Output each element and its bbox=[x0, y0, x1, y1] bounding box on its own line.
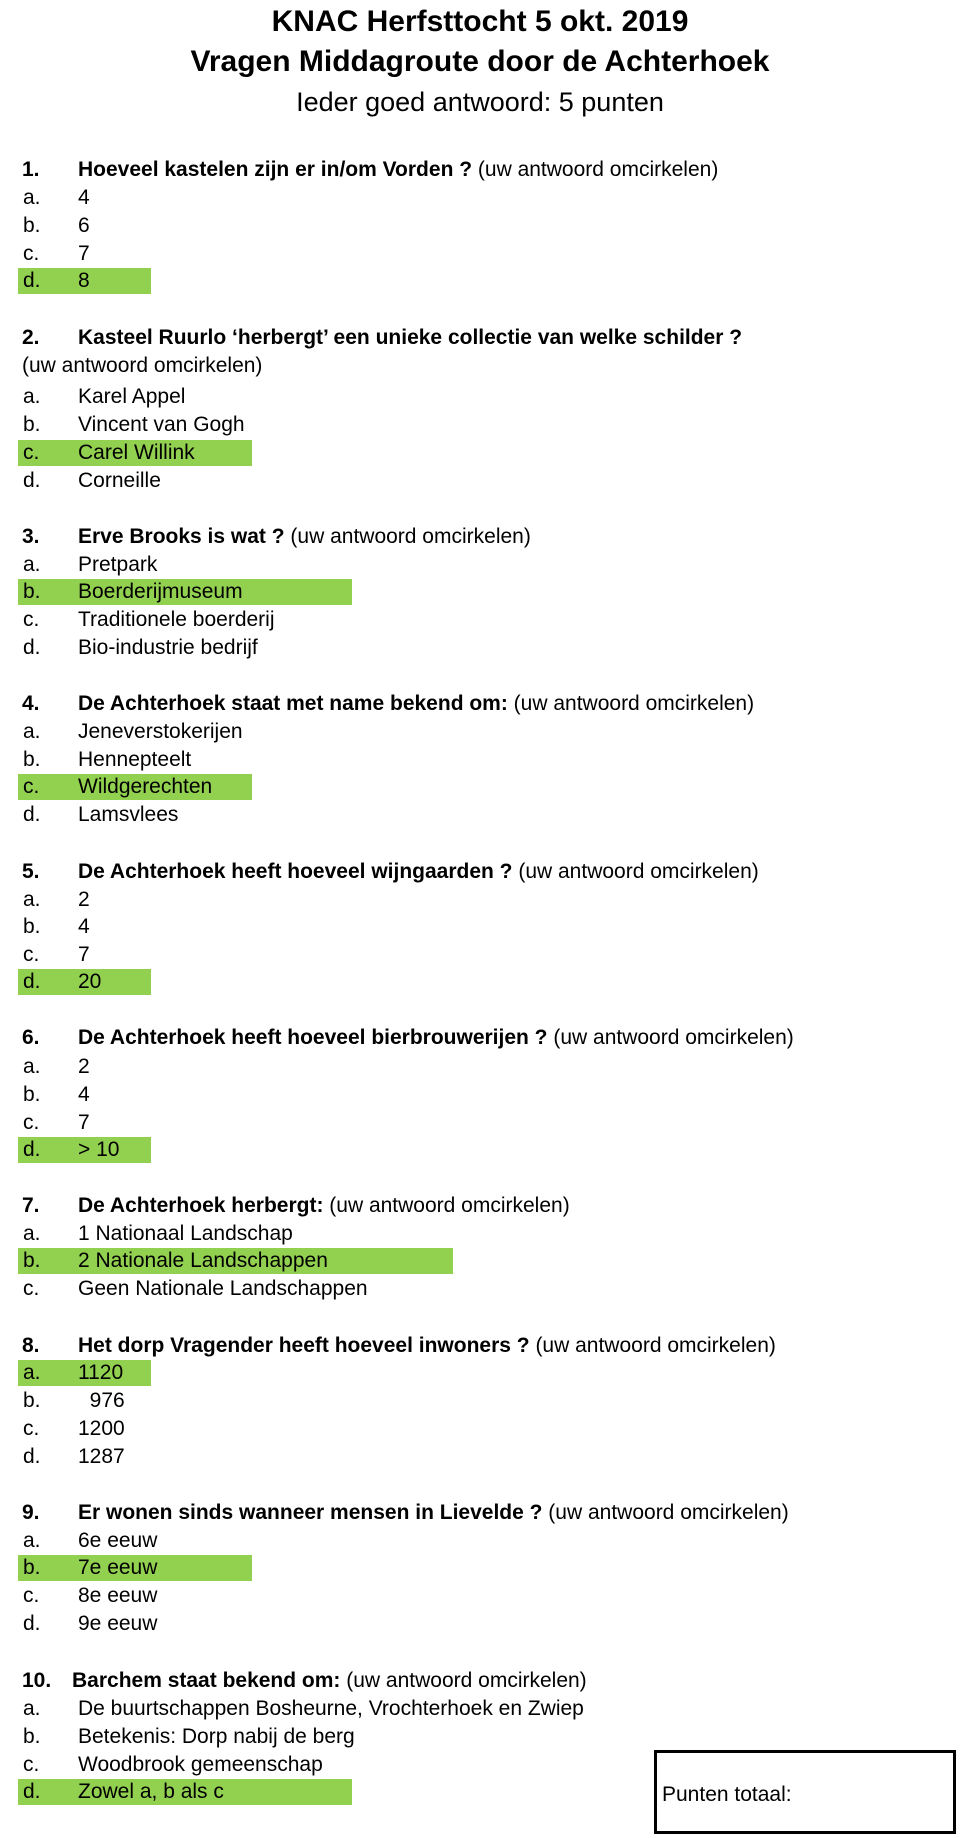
question-instruction: (uw antwoord omcirkelen) bbox=[472, 158, 719, 181]
option-text: Woodbrook gemeenschap bbox=[78, 1753, 323, 1776]
question-title: Erve Brooks is wat ? bbox=[78, 525, 285, 548]
option-letter: a. bbox=[23, 888, 41, 911]
option-letter: d. bbox=[23, 469, 41, 492]
option-letter: b. bbox=[23, 1556, 41, 1579]
option-letter: a. bbox=[23, 385, 41, 408]
option-letter: b. bbox=[23, 214, 41, 237]
option-text: Zowel a, b als c bbox=[78, 1780, 224, 1803]
option-letter: b. bbox=[23, 413, 41, 436]
option-text: Lamsvlees bbox=[78, 803, 179, 826]
points-total-box[interactable] bbox=[654, 1750, 956, 1834]
option-letter: b. bbox=[23, 1083, 41, 1106]
option-letter: d. bbox=[23, 269, 41, 292]
question-title: De Achterhoek heeft hoeveel wijngaarden ? bbox=[78, 860, 513, 883]
option-letter: c. bbox=[23, 943, 40, 966]
option-letter: b. bbox=[23, 748, 41, 771]
option-text: 7 bbox=[78, 242, 90, 265]
option-letter: a. bbox=[23, 720, 41, 743]
question-instruction: (uw antwoord omcirkelen) bbox=[542, 1501, 789, 1524]
question-number: 1. bbox=[22, 158, 40, 181]
option-text: 8e eeuw bbox=[78, 1584, 158, 1607]
question-title: Hoeveel kastelen zijn er in/om Vorden ? bbox=[78, 158, 473, 181]
option-text: Pretpark bbox=[78, 553, 158, 576]
question-instruction: (uw antwoord omcirkelen) bbox=[512, 860, 759, 883]
option-text: Geen Nationale Landschappen bbox=[78, 1277, 368, 1300]
question-text bbox=[22, 1193, 570, 1219]
question-title: Kasteel Ruurlo ‘herbergt’ een unieke collectie van welke schilder ? bbox=[78, 326, 743, 349]
question-text bbox=[22, 524, 531, 550]
option-text: 7e eeuw bbox=[78, 1556, 158, 1579]
option-text: 6e eeuw bbox=[78, 1529, 158, 1552]
option-letter: d. bbox=[23, 970, 41, 993]
option-text: Jeneverstokerijen bbox=[78, 720, 243, 743]
option-letter: a. bbox=[23, 186, 41, 209]
option-text: De buurtschappen Bosheurne, Vrochterhoek en Zwiep bbox=[78, 1697, 584, 1720]
option-text: 4 bbox=[78, 1083, 90, 1106]
question-text bbox=[22, 1668, 587, 1694]
question-number: 2. bbox=[22, 326, 40, 349]
option-text: 976 bbox=[78, 1389, 125, 1412]
question-title: De Achterhoek staat met name bekend om: bbox=[78, 692, 508, 715]
option-text: Traditionele boerderij bbox=[78, 608, 275, 631]
option-letter: a. bbox=[23, 1055, 41, 1078]
option-text: 7 bbox=[78, 1111, 90, 1134]
question-instruction-line: (uw antwoord omcirkelen) bbox=[22, 354, 263, 377]
option-letter: d. bbox=[23, 1780, 41, 1803]
points-total-label: Punten totaal: bbox=[662, 1783, 792, 1806]
option-letter: a. bbox=[23, 1361, 41, 1384]
option-letter: a. bbox=[23, 1697, 41, 1720]
option-text: Betekenis: Dorp nabij de berg bbox=[78, 1725, 355, 1748]
option-letter: c. bbox=[23, 775, 40, 798]
option-text: 2 bbox=[78, 1055, 90, 1078]
option-letter: c. bbox=[23, 608, 40, 631]
question-text bbox=[22, 1025, 794, 1051]
option-text: 1 Nationaal Landschap bbox=[78, 1222, 293, 1245]
question-instruction: (uw antwoord omcirkelen) bbox=[323, 1194, 570, 1217]
option-text: 4 bbox=[78, 915, 90, 938]
option-text: Hennepteelt bbox=[78, 748, 192, 771]
option-text: Corneille bbox=[78, 469, 161, 492]
option-text: Vincent van Gogh bbox=[78, 413, 245, 436]
option-letter: d. bbox=[23, 803, 41, 826]
question-text bbox=[22, 1500, 789, 1526]
option-letter: c. bbox=[23, 1111, 40, 1134]
option-letter: a. bbox=[23, 1222, 41, 1245]
question-text bbox=[22, 1333, 776, 1359]
question-instruction: (uw antwoord omcirkelen) bbox=[507, 692, 755, 715]
option-b-correct[interactable] bbox=[18, 1555, 252, 1581]
question-instruction: (uw antwoord omcirkelen) bbox=[340, 1669, 587, 1692]
option-text: Carel Willink bbox=[78, 441, 195, 464]
option-text: 1200 bbox=[78, 1417, 125, 1440]
question-number: 9. bbox=[22, 1501, 40, 1524]
option-letter: a. bbox=[23, 553, 41, 576]
option-letter: b. bbox=[23, 1249, 41, 1272]
option-text: > 10 bbox=[78, 1138, 120, 1161]
page-subtitle: Vragen Middagroute door de Achterhoek bbox=[190, 45, 770, 78]
option-text: 2 Nationale Landschappen bbox=[78, 1249, 328, 1272]
question-title: Barchem staat bekend om: bbox=[72, 1669, 341, 1692]
scoring-note: Ieder goed antwoord: 5 punten bbox=[296, 87, 664, 117]
option-text: 9e eeuw bbox=[78, 1612, 158, 1635]
option-text: 4 bbox=[78, 186, 90, 209]
question-text bbox=[22, 859, 759, 885]
question-number: 5. bbox=[22, 860, 40, 883]
option-b-correct[interactable] bbox=[18, 579, 352, 605]
option-letter: b. bbox=[23, 915, 41, 938]
option-d-correct[interactable] bbox=[18, 1137, 151, 1163]
question-title: De Achterhoek heeft hoeveel bierbrouwerijen ? bbox=[78, 1026, 548, 1049]
option-text: Wildgerechten bbox=[78, 775, 213, 798]
page-title: KNAC Herfsttocht 5 okt. 2019 bbox=[271, 5, 689, 38]
option-d-correct[interactable] bbox=[18, 268, 151, 294]
question-number: 10. bbox=[22, 1669, 52, 1692]
question-number: 3. bbox=[22, 525, 40, 548]
option-letter: b. bbox=[23, 580, 41, 603]
option-text: Bio-industrie bedrijf bbox=[78, 636, 258, 659]
option-letter: c. bbox=[23, 441, 40, 464]
question-number: 8. bbox=[22, 1334, 40, 1357]
option-text: Karel Appel bbox=[78, 385, 186, 408]
option-letter: c. bbox=[23, 1584, 40, 1607]
option-letter: d. bbox=[23, 636, 41, 659]
option-text: 8 bbox=[78, 269, 90, 292]
option-a-correct[interactable] bbox=[18, 1360, 151, 1386]
option-letter: b. bbox=[23, 1389, 41, 1412]
question-text bbox=[22, 691, 754, 717]
question-text bbox=[22, 325, 742, 351]
option-text: 20 bbox=[78, 970, 102, 993]
option-c-correct[interactable] bbox=[18, 774, 252, 800]
question-text bbox=[22, 157, 718, 183]
option-letter: c. bbox=[23, 1277, 40, 1300]
option-letter: c. bbox=[23, 242, 40, 265]
option-text: 6 bbox=[78, 214, 90, 237]
option-letter: c. bbox=[23, 1417, 40, 1440]
option-letter: d. bbox=[23, 1612, 41, 1635]
question-title: Er wonen sinds wanneer mensen in Lievelde ? bbox=[78, 1501, 543, 1524]
option-text: 7 bbox=[78, 943, 90, 966]
option-text: Boerderijmuseum bbox=[78, 580, 243, 603]
option-letter: d. bbox=[23, 1445, 41, 1468]
question-number: 4. bbox=[22, 692, 40, 715]
option-letter: b. bbox=[23, 1725, 41, 1748]
option-text: 2 bbox=[78, 888, 90, 911]
option-c-correct[interactable] bbox=[18, 440, 252, 466]
question-title: De Achterhoek herbergt: bbox=[78, 1194, 324, 1217]
option-text: 1120 bbox=[78, 1361, 124, 1384]
question-number: 7. bbox=[22, 1194, 40, 1217]
question-instruction: (uw antwoord omcirkelen) bbox=[529, 1334, 776, 1357]
question-instruction: (uw antwoord omcirkelen) bbox=[284, 525, 531, 548]
question-title: Het dorp Vragender heeft hoeveel inwoners ? bbox=[78, 1334, 530, 1357]
question-instruction: (uw antwoord omcirkelen) bbox=[547, 1026, 794, 1049]
option-text: 1287 bbox=[78, 1445, 125, 1468]
option-letter: d. bbox=[23, 1138, 41, 1161]
option-b-correct[interactable] bbox=[18, 1248, 453, 1274]
question-number: 6. bbox=[22, 1026, 40, 1049]
option-d-correct[interactable] bbox=[18, 969, 151, 995]
option-letter: a. bbox=[23, 1529, 41, 1552]
option-letter: c. bbox=[23, 1753, 40, 1776]
option-d-correct[interactable] bbox=[18, 1779, 352, 1805]
